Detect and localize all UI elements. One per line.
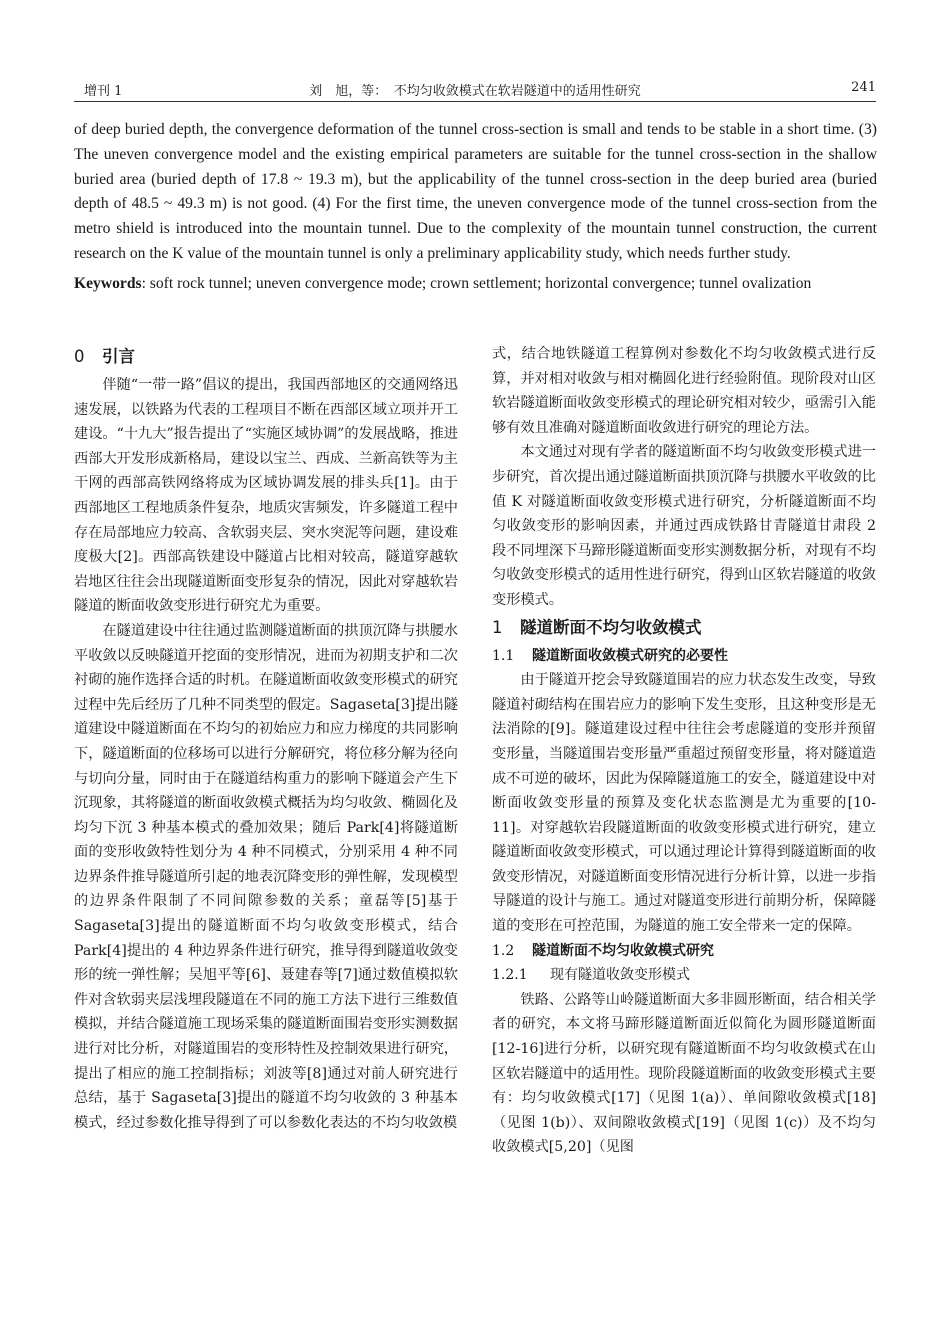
left-column <box>74 342 458 1135</box>
intro-paragraph-2: 在隧道建设中往往通过监测隧道断面的拱顶沉降与拱腰水平收敛以反映隧道开挖面的变形情况，进而为初期支护和二次衬砌的施作选择合适的时机。在隧道断面收敛变形模式的研究过程中先后经历了几种不同类型的假定。Sagaseta[3]提出隧道建设中隧道断面在不均匀的初始应力和应力梯度的共同影响下，隧道断面的位移场可以进行分解研究，将位移分解为径向与切向分量，同时由于在隧道结构重力的影响下隧道会产生下沉现象，其将隧道的断面收敛模式概括为均匀收敛、椭圆化及均匀下沉 3 种基本模式的叠加效果；随后 Park[4]将隧道断面的变形收敛特性划分为 4 种不同模式，分别采用 4 种不同边界条件推导隧道所引起的地表沉降变形的弹性解，发现模型的边界条件限制了不同间隙参数的关系；童磊等[5]基于 Sagaseta[3]提出的隧道断面不均匀收敛变形模式，结合 Park[4]提出的 4 种边界条件进行研究，推导得到隧道收敛变形的统一弹性解；吴旭平等[6]、聂建春等[7]通过数值模拟软件对含软弱夹层浅埋段隧道在不同的施工方法下进行三维数值模拟，并结合隧道施工现场采集的隧道断面围岩变形实测数据进行对比分析，对隧道围岩的变形特性及控制效果进行研究，提出了相应的施工控制指标；刘波等[8]通过对前人研究进行总结，基于 Sagaseta[3]提出的隧道不均匀收敛的 3 种基本模式，经过参数化推导得到了可以参数化表达的不均匀收敛模 <box>74 622 458 1131</box>
section-1-2-1-paragraph: 铁路、公路等山岭隧道断面大多非圆形断面，结合相关学者的研究，本文将马蹄形隧道断面近似简化为圆形隧道断面[12-16]进行分析，以研究现有隧道断面不均匀收敛模式在山区软岩隧道中的适用性。现阶段隧道断面的收敛变形模式主要有：均匀收敛模式[17]（见图 1(a)）、单间隙收敛模式[18]（见图 1(b)）、双间隙收敛模式[19]（见图 1(c)）及不均匀收敛模式[5,20]（见图 <box>492 991 876 1156</box>
running-title: 刘 旭，等： 不均匀收敛模式在软岩隧道中的适用性研究 <box>309 84 641 99</box>
header-rule <box>74 101 876 102</box>
section-1-number: 1 <box>492 617 503 637</box>
section-0-title: 引言 <box>102 347 135 366</box>
english-abstract <box>74 118 877 297</box>
section-1-2-number: 1.2 <box>492 942 515 959</box>
section-0-heading <box>74 344 458 370</box>
section-1-2-heading <box>492 939 876 964</box>
section-1-1-number: 1.1 <box>492 647 515 664</box>
intro-paragraph-2-cont: 式，结合地铁隧道工程算例对参数化不均匀收敛模式进行反算，并对相对收敛与相对椭圆化进行经验附值。现阶段对山区软岩隧道断面收敛变形模式的理论研究相对较少，亟需引入能够有效且准确对隧道断面收敛进行研究的理论方法。 <box>492 346 876 436</box>
keywords-label: Keywords <box>74 274 142 292</box>
section-1-2-1-number: 1.2.1 <box>492 967 528 984</box>
section-1-1-title: 隧道断面收敛模式研究的必要性 <box>532 647 728 664</box>
section-1-1-paragraph: 由于隧道开挖会导致隧道围岩的应力状态发生改变，导致隧道衬砌结构在围岩应力的影响下发生变形，且这种变形是无法消除的[9]。隧道建设过程中往往会考虑隧道的变形并预留变形量，当隧道围岩变形量严重超过预留变形量，将对隧道造成不可逆的破坏，因此为保障隧道施工的安全，隧道建设中对断面收敛变形量的预算及变化状态监测是尤为重要的[10-11]。对穿越软岩段隧道断面的收敛变形模式进行研究，建立隧道断面收敛变形模式，可以通过理论计算得到隧道断面的收敛变形情况，对隧道断面变形情况进行分析计算，以进一步指导隧道的设计与施工。通过对隧道变形进行前期分析，保障隧道的变形在可控范围，为隧道的施工安全带来一定的保障。 <box>492 672 876 935</box>
section-1-1-heading <box>492 644 876 669</box>
section-0-number: 0 <box>74 347 85 366</box>
keywords-text: : soft rock tunnel; uneven convergence mode; crown settlement; horizontal convergence; tunnel ovalization <box>141 274 812 292</box>
section-1-title: 隧道断面不均匀收敛模式 <box>520 617 702 637</box>
page-header <box>74 74 876 102</box>
intro-paragraph-1: 伴随“一带一路”倡议的提出，我国西部地区的交通网络迅速发展，以铁路为代表的工程项目不断在西部区域立项并开工建设。“十九大”报告提出了“实施区域协调”的发展战略，推进西部大开发形成新格局，建设以宝兰、西成、兰新高铁等为主干网的西部高铁网络将成为区域协调发展的排头兵[1]。由于西部地区工程地质条件复杂，地质灾害频发，许多隧道工程中存在局部地应力较高、含软弱夹层、突水突泥等问题，建设难度极大[2]。西部高铁建设中隧道占比相对较高，隧道穿越软岩地区往往会出现隧道断面变形复杂的情况，因此对穿越软岩隧道的断面收敛变形进行研究尤为重要。 <box>74 377 458 615</box>
keywords-line <box>74 272 877 297</box>
section-1-heading <box>492 615 876 641</box>
section-1-2-title: 隧道断面不均匀收敛模式研究 <box>532 942 714 959</box>
section-1-2-1-title: 现有隧道收敛变形模式 <box>550 967 690 984</box>
right-column <box>492 342 876 1160</box>
abstract-text: of deep buried depth, the convergence deformation of the tunnel cross-section is small and tends to be stable in a short time. (3) The uneven convergence model and the existing empirical parameters are suitable for the tunnel cross-section in the shallow buried area (buried depth of 17.8 ~ 19.3 m), but the applicability of the tunnel cross-section in the deep buried area (buried depth of 48.5 ~ 49.3 m) is not good. (4) For the first time, the uneven convergence mode of the tunnel cross-section from the metro shield is introduced into the mountain tunnel. Due to the complexity of the mountain tunnel construction, the current research on the K value of the mountain tunnel is only a preliminary applicability study, which needs further study. <box>74 121 877 262</box>
page-number: 241 <box>851 80 876 95</box>
journal-issue: 增刊 1 <box>84 84 123 99</box>
section-1-2-1-heading <box>492 963 876 988</box>
intro-paragraph-3: 本文通过对现有学者的隧道断面不均匀收敛变形模式进一步研究，首次提出通过隧道断面拱顶沉降与拱腰水平收敛的比值 K 对隧道断面收敛变形模式进行研究，分析隧道断面不均匀收敛变形的影响因素，并通过西成铁路甘青隧道甘肃段 2 段不同埋深下马蹄形隧道断面变形实测数据分析，对现有不均匀收敛变形模式的适用性进行研究，得到山区软岩隧道的收敛变形模式。 <box>492 444 876 608</box>
